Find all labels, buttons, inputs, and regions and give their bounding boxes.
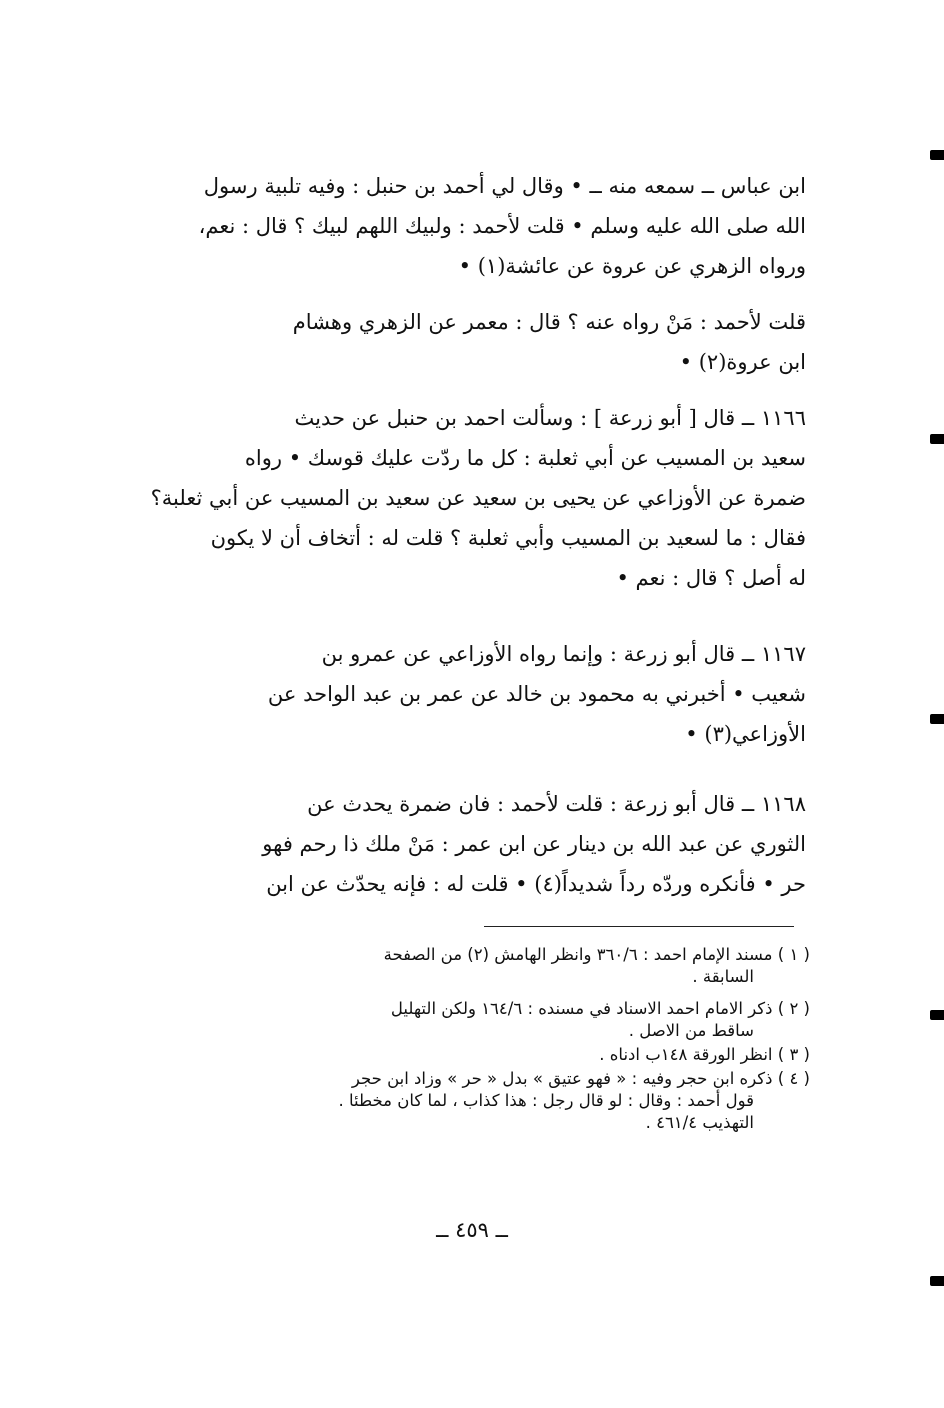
footnote-line: ( ٣ ) انظر الورقة ١٤٨ب ادناه . <box>599 1045 810 1064</box>
text-line: ابن عباس ــ سمعه منه ــ • وقال لي أحمد بن حنبل : وفيه تلبية رسول <box>203 174 806 198</box>
footnote-line: ساقط من الاصل . <box>628 1021 754 1040</box>
footnote-divider <box>484 926 794 927</box>
text-line: ابن عروة(٢) • <box>679 350 806 374</box>
paragraph-1167 <box>166 634 806 754</box>
text-line: سعيد بن المسيب عن أبي ثعلبة : كل ما ردّت عليك قوسك • رواه <box>244 446 806 470</box>
text-line: ضمرة عن الأوزاعي عن يحيى بن سعيد عن سعيد بن المسيب عن أبي ثعلبة؟ <box>150 486 806 510</box>
text-line: شعيب • أخبرني به محمود بن خالد عن عمر بن عبد الواحد عن <box>267 682 806 706</box>
footnote-line: ( ١ ) مسند الإمام احمد : ٣٦٠/٦ وانظر الهامش (٢) من الصفحة <box>383 945 810 964</box>
text-line: الثوري عن عبد الله بن دينار عن ابن عمر : مَنْ ملك ذا رحم فهو <box>262 832 806 856</box>
text-line: له أصل ؟ قال : نعم • <box>616 566 806 590</box>
text-line: الله صلى الله عليه وسلم • قلت لأحمد : ولبيك اللهم لبيك ؟ قال : نعم، <box>198 214 806 238</box>
footnote-3 <box>166 1044 810 1066</box>
footnotes <box>166 944 810 1134</box>
footnote-4 <box>166 1068 810 1134</box>
text-line: فقال : ما لسعيد بن المسيب وأبي ثعلبة ؟ قلت له : أتخاف أن لا يكون <box>210 526 806 550</box>
footnote-line: التهذيب ٤٦١/٤ . <box>645 1113 754 1132</box>
scan-edge-mark <box>930 1010 944 1020</box>
scan-edge-mark <box>930 1276 944 1286</box>
text-line: ١١٦٦ ــ قال [ أبو زرعة ] : وسألت احمد بن حنبل عن حديث <box>294 406 806 430</box>
text-line: قلت لأحمد : مَنْ رواه عنه ؟ قال : معمر عن الزهري وهشام <box>292 310 806 334</box>
paragraph-2 <box>166 302 806 382</box>
footnote-1 <box>166 944 810 988</box>
scan-edge-mark <box>930 150 944 160</box>
text-line: الأوزاعي(٣) • <box>685 722 806 746</box>
footnote-line: السابقة . <box>692 967 754 986</box>
paragraph-1168 <box>166 784 806 904</box>
page-number: ــ ٤٥٩ ــ <box>436 1218 508 1242</box>
text-line: ١١٦٨ ــ قال أبو زرعة : قلت لأحمد : فان ضمرة يحدث عن <box>307 792 806 816</box>
text-line: ١١٦٧ ــ قال أبو زرعة : وإنما رواه الأوزاعي عن عمرو بن <box>321 642 806 666</box>
scan-edge-mark <box>930 714 944 724</box>
footnote-line: قول أحمد : وقال : لو قال رجل : هذا كذاب ، لما كان مخطئا . <box>338 1091 754 1110</box>
footnote-line: ( ٤ ) ذكره ابن حجر وفيه : « فهو عتيق » بدل « حر » وزاد ابن حجر <box>351 1069 810 1088</box>
scan-edge-mark <box>930 434 944 444</box>
text-line: ورواه الزهري عن عروة عن عائشة(١) • <box>458 254 806 278</box>
paragraph-1 <box>166 166 806 286</box>
paragraph-1166 <box>150 398 806 598</box>
text-line: حر • فأنكره وردّه رداً شديداً(٤) • قلت له : فإنه يحدّث عن ابن <box>266 872 806 896</box>
footnote-line: ( ٢ ) ذكر الامام احمد الاسناد في مسنده : ١٦٤/٦ ولكن التهليل <box>390 999 810 1018</box>
footnote-2 <box>166 998 810 1042</box>
